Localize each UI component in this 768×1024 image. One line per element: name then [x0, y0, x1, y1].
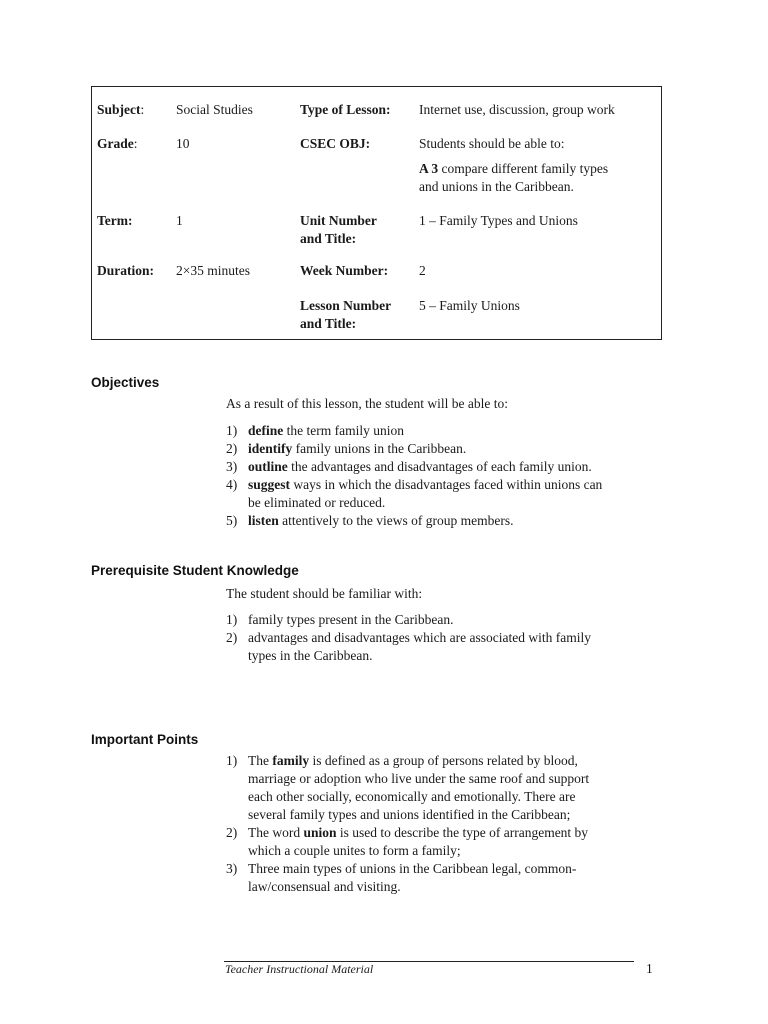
important-points-heading: Important Points: [91, 732, 199, 747]
list-item: 3) Three main types of unions in the Caribbean legal, common- law/consensual and visiting.: [226, 861, 577, 894]
csec-obj-line2: A 3 compare different family types: [419, 161, 609, 176]
list-item: 3) outline the advantages and disadvantages of each family union.: [226, 459, 592, 474]
csec-obj-line3: and unions in the Caribbean.: [419, 179, 574, 194]
term-label: Term:: [97, 213, 133, 228]
lesson-value: 5 – Family Unions: [419, 298, 520, 313]
week-label: Week Number:: [300, 263, 389, 278]
unit-label-line2: and Title:: [300, 231, 357, 246]
lesson-label-line2: and Title:: [300, 316, 357, 331]
csec-obj-label: CSEC OBJ:: [300, 136, 371, 151]
lesson-type-value: Internet use, discussion, group work: [419, 102, 615, 117]
list-item: 2) advantages and disadvantages which are associated with family types in the Caribbean.: [226, 630, 592, 663]
list-item: 4) suggest ways in which the disadvantages faced within unions can be eliminated or reduced.: [226, 477, 603, 510]
objectives-list: [226, 422, 602, 530]
term-value: 1: [176, 213, 183, 228]
prerequisite-heading: Prerequisite Student Knowledge: [91, 563, 299, 578]
list-item: 2) identify family unions in the Caribbean.: [226, 441, 467, 456]
list-item: 1) define the term family union: [226, 423, 404, 438]
objectives-intro: As a result of this lesson, the student will be able to:: [226, 396, 508, 411]
lesson-label-line1: Lesson Number: [300, 298, 392, 313]
list-item: 1) family types present in the Caribbean.: [226, 612, 454, 627]
list-item: 5) listen attentively to the views of group members.: [226, 513, 514, 528]
grade-label: Grade:: [97, 136, 138, 151]
page-number: 1: [646, 961, 653, 976]
prerequisite-list: [226, 611, 591, 665]
important-points-list: [226, 752, 589, 896]
prerequisite-intro: The student should be familiar with:: [226, 586, 423, 601]
csec-obj-line1: Students should be able to:: [419, 136, 565, 151]
footer-text: Teacher Instructional Material: [225, 962, 374, 976]
subject-value: Social Studies: [176, 102, 253, 117]
week-value: 2: [419, 263, 426, 278]
lesson-type-label: Type of Lesson:: [300, 102, 391, 117]
subject-label: Subject:: [97, 102, 145, 117]
duration-label: Duration:: [97, 263, 154, 278]
list-item: 2) The word union is used to describe the type of arrangement by which a couple unites to form a family;: [226, 825, 589, 858]
grade-value: 10: [176, 136, 190, 151]
unit-value: 1 – Family Types and Unions: [419, 213, 578, 228]
objectives-heading: Objectives: [91, 375, 160, 390]
duration-value: 2×35 minutes: [176, 263, 250, 278]
list-item: 1) The family is defined as a group of persons related by blood, marriage or adoption who live under the same roof and support each other socially, economically and emotionally. There are several family types and unions identified in the Caribbean;: [226, 753, 590, 822]
unit-label-line1: Unit Number: [300, 213, 377, 228]
